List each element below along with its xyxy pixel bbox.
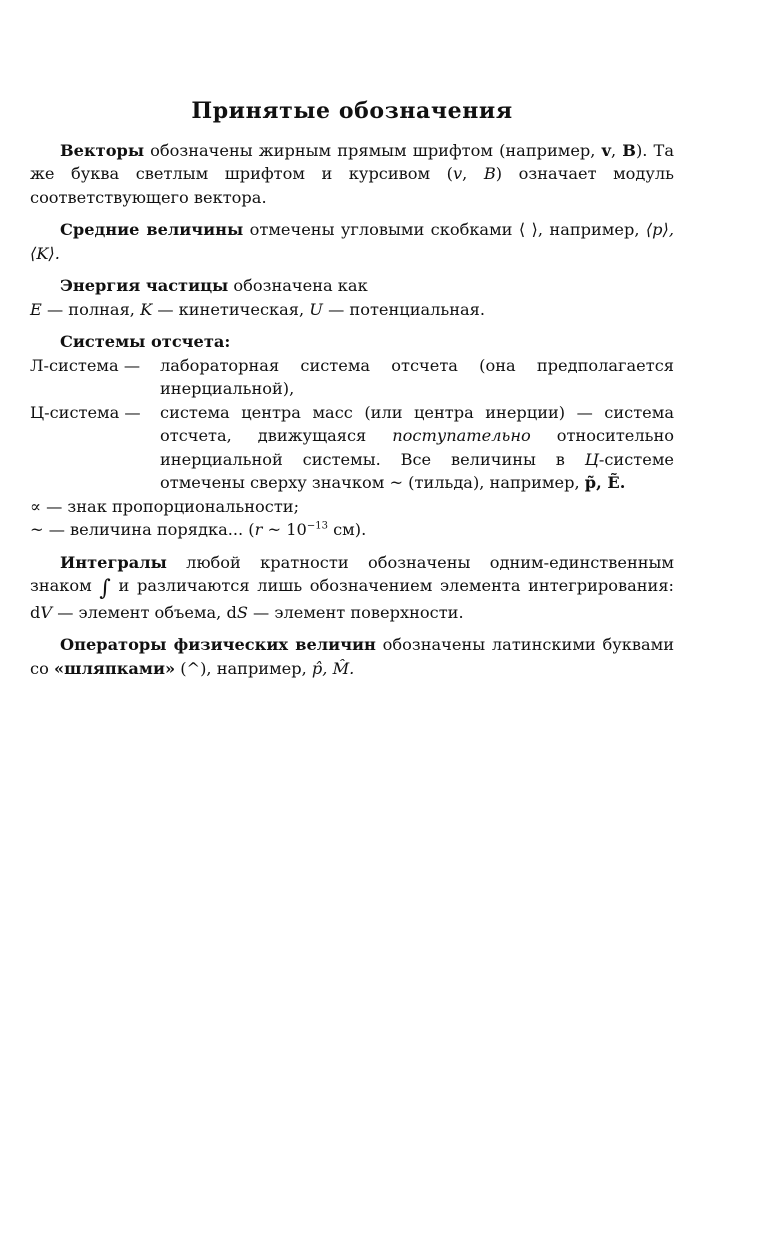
order-sign-mid: ~ 10: [262, 520, 307, 539]
energy-U-desc: — потенциальная.: [322, 299, 486, 319]
frames-com-desc-3: -системе отмечены сверху значком ~ (тильда), например,: [160, 449, 674, 492]
frames-lab-term: Л-система —: [30, 355, 141, 375]
averages-heading: Средние величины: [60, 220, 244, 239]
integrals-heading: Интегралы: [60, 552, 167, 572]
vectors-comma-2: ,: [462, 164, 484, 183]
integrals-text-1: любой кратности обозначены одним-единственным знаком: [30, 552, 674, 595]
energy-definitions: [30, 298, 674, 322]
order-sign-r: r: [254, 520, 263, 539]
order-sign-end: см).: [327, 520, 367, 539]
vectors-heading: Векторы: [60, 140, 145, 160]
vectors-italic-v: v: [452, 164, 463, 183]
averages-paragraph: [30, 218, 674, 265]
frames-heading: Системы отсчета:: [60, 332, 231, 351]
energy-E: E: [30, 299, 42, 319]
vectors-text-2: ). Та же буква светлым шрифтом и курсивом (: [30, 140, 674, 183]
operators-heading: Операторы физических величин: [60, 635, 376, 654]
proportional-sign-text: ∝ — знак пропорциональности;: [30, 496, 300, 516]
frames-com-example: p̃, Ẽ.: [584, 473, 626, 492]
frames-com-desc-1: система центра масс (или центра инерции) — система отсчета, движущаяся: [160, 402, 674, 445]
operators-text-2: (^), например,: [175, 658, 312, 678]
vectors-italic-B: B: [483, 164, 496, 183]
energy-K-desc: — кинетическая,: [152, 299, 310, 319]
operators-example: p̂, M̂.: [311, 658, 355, 678]
frames-com-definition: [30, 401, 674, 495]
operators-text-1: обозначены латинскими буквами со: [30, 635, 675, 678]
energy-heading: Энергия частицы: [60, 276, 229, 295]
integrals-S: S: [236, 602, 248, 622]
integrals-paragraph: [30, 551, 674, 625]
operators-hats: «шляпками»: [53, 658, 176, 678]
frames-com-desc-italic: поступательно: [392, 426, 531, 445]
vectors-text-3: ) означает модуль соответствующего вектора.: [30, 164, 674, 207]
integrals-V: V: [40, 602, 53, 622]
energy-K: K: [140, 299, 153, 319]
frames-lab-definition: [30, 354, 674, 401]
vectors-comma: ,: [610, 140, 623, 160]
averages-text: отмечены угловыми скобками ⟨ ⟩, например,: [243, 220, 646, 239]
order-sign-line: [30, 518, 674, 542]
frames-lab-desc: лабораторная система отсчета (она предполагается инерциальной),: [160, 355, 674, 398]
energy-text: обозначена как: [228, 276, 368, 295]
energy-E-desc: — полная,: [41, 299, 141, 319]
vectors-paragraph: [30, 139, 674, 210]
energy-paragraph: [30, 274, 674, 298]
integrals-text-4: — элемент поверхности.: [247, 602, 464, 622]
frames-heading-line: [30, 330, 674, 354]
frames-com-term: Ц-система —: [30, 402, 141, 422]
averages-example: ⟨p⟩, ⟨K⟩.: [30, 220, 674, 263]
integrals-text-2: и различаются лишь обозначением элемента интегрирования: d: [30, 576, 674, 622]
vectors-example-B: B: [622, 140, 636, 160]
order-sign-exponent: −13: [306, 520, 328, 532]
proportional-sign-line: [30, 495, 674, 519]
vectors-text-1: обозначены жирным прямым шрифтом (например,: [144, 140, 602, 160]
vectors-example-v: v: [601, 140, 611, 160]
frames-com-desc: [160, 401, 674, 495]
integral-sign: ∫: [99, 576, 111, 601]
order-sign-text: ~ — величина порядка... (: [30, 520, 255, 539]
page-title: Принятые обозначения: [191, 98, 513, 124]
frames-com-desc-italic-2: Ц: [584, 449, 599, 469]
integrals-text-3: — элемент объема, d: [52, 602, 237, 622]
operators-paragraph: [30, 633, 674, 680]
energy-U: U: [309, 299, 323, 319]
frames-com-desc-2: относительно инерциальной системы. Все величины в: [160, 426, 674, 469]
